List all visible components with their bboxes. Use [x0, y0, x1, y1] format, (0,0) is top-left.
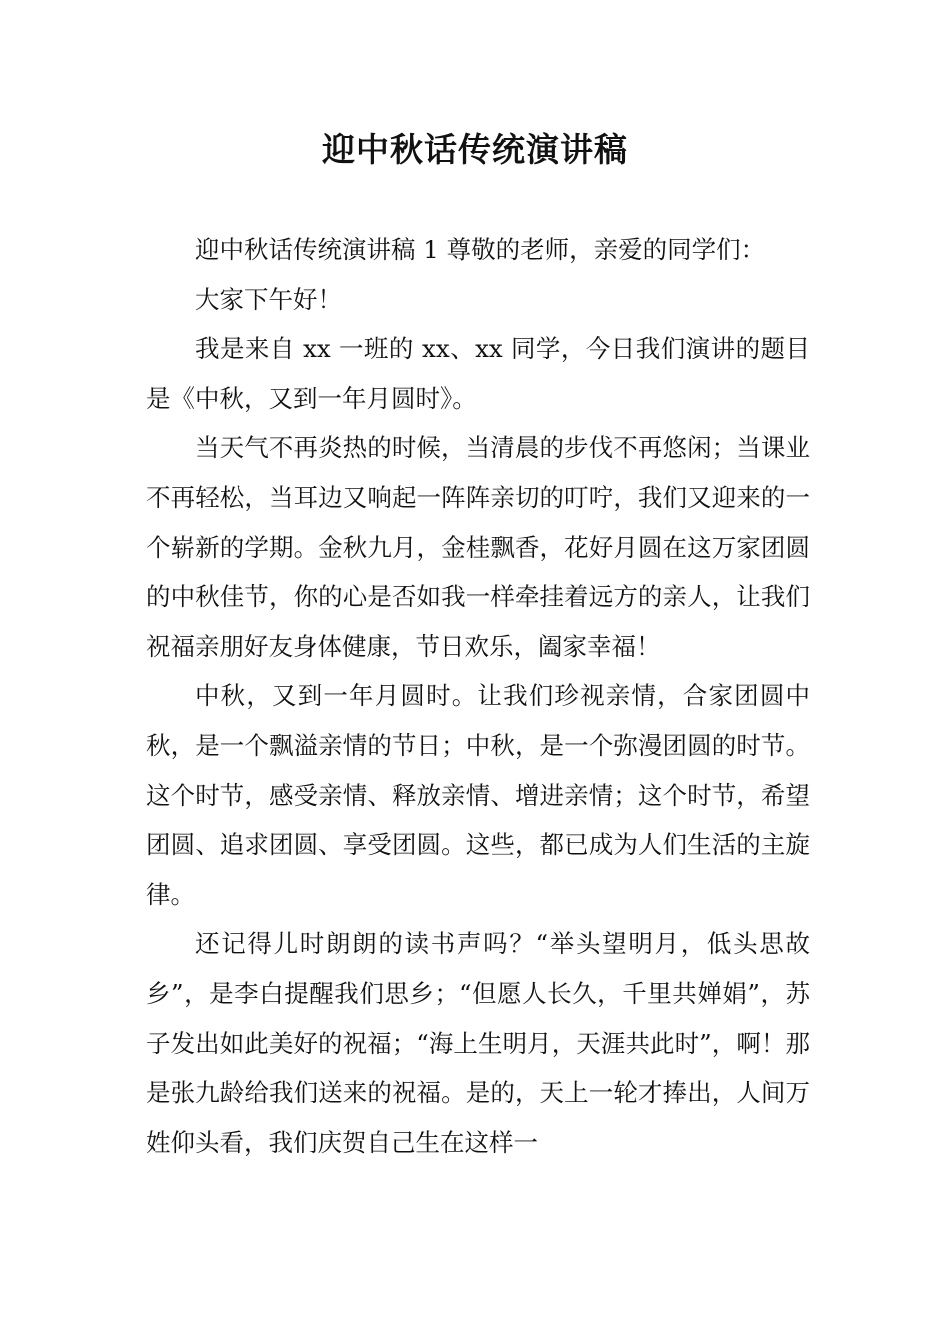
paragraph-introduction: 我是来自 xx 一班的 xx、xx 同学，今日我们演讲的题目是《中秋，又到一年月圆时》。: [146, 334, 810, 413]
document-body: [146, 225, 810, 1167]
paragraph-reunion: 中秋，又到一年月圆时。让我们珍视亲情，合家团圆中秋，是一个飘溢亲情的节日；中秋，是一个弥漫团圆的时节。这个时节，感受亲情、释放亲情、增进亲情；这个时节，希望团圆、追求团圆、享受团圆。这些，都已成为人们生活的主旋律。: [146, 681, 810, 909]
paragraph-hello: 大家下午好！: [195, 284, 342, 314]
paragraph-poems: 还记得儿时朗朗的读书声吗？“举头望明月，低头思故乡”，是李白提醒我们思乡；“但愿人长久，千里共婵娟”，苏子发出如此美好的祝福；“海上生明月，天涯共此时”，啊！那是张九龄给我们送来的祝福。是的，天上一轮才捧出，人间万姓仰头看，我们庆贺自己生在这样一: [146, 929, 810, 1157]
paragraph-greeting: 迎中秋话传统演讲稿 1 尊敬的老师，亲爱的同学们：: [195, 235, 766, 264]
paragraph-new-semester: 当天气不再炎热的时候，当清晨的步伐不再悠闲；当课业不再轻松，当耳边又响起一阵阵亲切的叮咛，我们又迎来的一个崭新的学期。金秋九月，金桂飘香，花好月圆在这万家团圆的中秋佳节，你的心是否如我一样牵挂着远方的亲人，让我们祝福亲朋好友身体健康，节日欢乐，阖家幸福！: [146, 433, 810, 661]
document-title: 迎中秋话传统演讲稿: [322, 130, 628, 169]
